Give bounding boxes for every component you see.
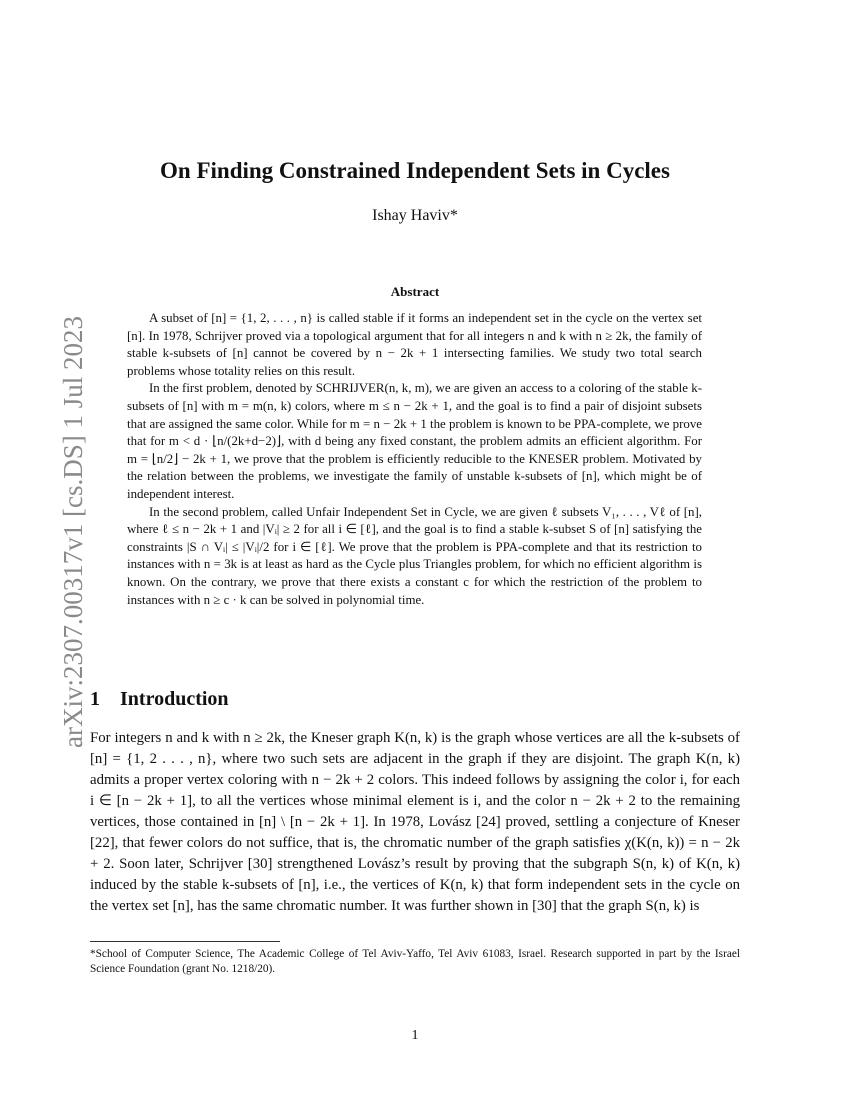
section-title: Introduction: [120, 688, 229, 710]
arxiv-identifier: arXiv:2307.00317v1 [cs.DS] 1 Jul 2023: [58, 316, 88, 748]
abstract-paragraph: A subset of [n] = {1, 2, . . . , n} is called stable if it forms an independent set in the cycle on the vertex set [n]. In 1978, Schrijver proved via a topological argument that for all integers n and k with n ≥ 2k, the family of stable k-subsets of [n] cannot be covered by n − 2k + 1 intersecting families. We study two total search problems whose totality relies on this result.: [127, 311, 702, 378]
arxiv-stamp: [22, 288, 88, 748]
section-heading: [90, 686, 740, 712]
footnote-rule: [90, 941, 280, 942]
introduction-paragraph: For integers n and k with n ≥ 2k, the Kneser graph K(n, k) is the graph whose vertices are all the k-subsets of [n] = {1, 2 . . . , n}, where two such sets are adjacent in the graph if they are disjoint. The graph K(n, k) admits a proper vertex coloring with n − 2k + 2 colors. This indeed follows by assigning the color i, for each i ∈ [n − 2k + 1], to all the vertices whose minimal element is i, and the color n − 2k + 2 to the remaining vertices, those contained in [n] \ [n − 2k + 1]. In 1978, Lovász [24] proved, settling a conjecture of Kneser [22], that fewer colors do not suffice, that is, the chromatic number of the graph satisfies χ(K(n, k)) = n − 2k + 2. Soon later, Schrijver [30] strengthened Lovász’s result by proving that the subgraph S(n, k) of K(n, k) induced by the stable k-subsets of [n], i.e., the vertices of K(n, k) that form independent sets in the cycle on the vertex set [n], has the same chromatic number. It was further shown in [30] that the graph S(n, k) is: [90, 730, 740, 914]
footnote: *School of Computer Science, The Academic College of Tel Aviv-Yaffo, Tel Aviv 61083, Israel. Research supported in part by the Israel Science Foundation (grant No. 1218/20).: [90, 948, 740, 975]
author-name: Ishay Haviv*: [372, 207, 458, 224]
abstract-heading: Abstract: [390, 284, 440, 299]
page-number: 1: [411, 1028, 419, 1043]
abstract-body: [127, 310, 702, 609]
abstract-paragraph: In the second problem, called Unfair Independent Set in Cycle, we are given ℓ subsets V₁, . . . , Vℓ of [n], where ℓ ≤ n − 2k + 1 and |Vᵢ| ≥ 2 for all i ∈ [ℓ], and the goal is to find a stable k-subset S of [n] satisfying the constraints |S ∩ Vᵢ| ≤ |Vᵢ|/2 for i ∈ [ℓ]. We prove that the problem is PPA-complete and that its restriction to instances with n = 3k is at least as hard as the Cycle plus Triangles problem, for which no efficient algorithm is known. On the contrary, we prove that there exists a constant c for which the restriction of the problem to instances with n ≥ c · k can be solved in polynomial time.: [127, 504, 702, 607]
abstract-paragraph: In the first problem, denoted by SCHRIJVER(n, k, m), we are given an access to a coloring of the stable k-subsets of [n] with m = m(n, k) colors, where m ≤ n − 2k + 1, and the goal is to find a pair of disjoint subsets that are assigned the same color. While for m = n − 2k + 1 the problem is known to be PPA-complete, we prove that for m < d · ⌊n/(2k+d−2)⌋, with d being any fixed constant, the problem admits an efficient algorithm. For m = ⌊n/2⌋ − 2k + 1, we prove that the problem is efficiently reducible to the KNESER problem. Motivated by the relation between the problems, we investigate the family of unstable k-subsets of [n], which might be of independent interest.: [127, 381, 702, 501]
paper-title: On Finding Constrained Independent Sets in Cycles: [160, 158, 670, 183]
section-number: 1: [90, 688, 100, 710]
